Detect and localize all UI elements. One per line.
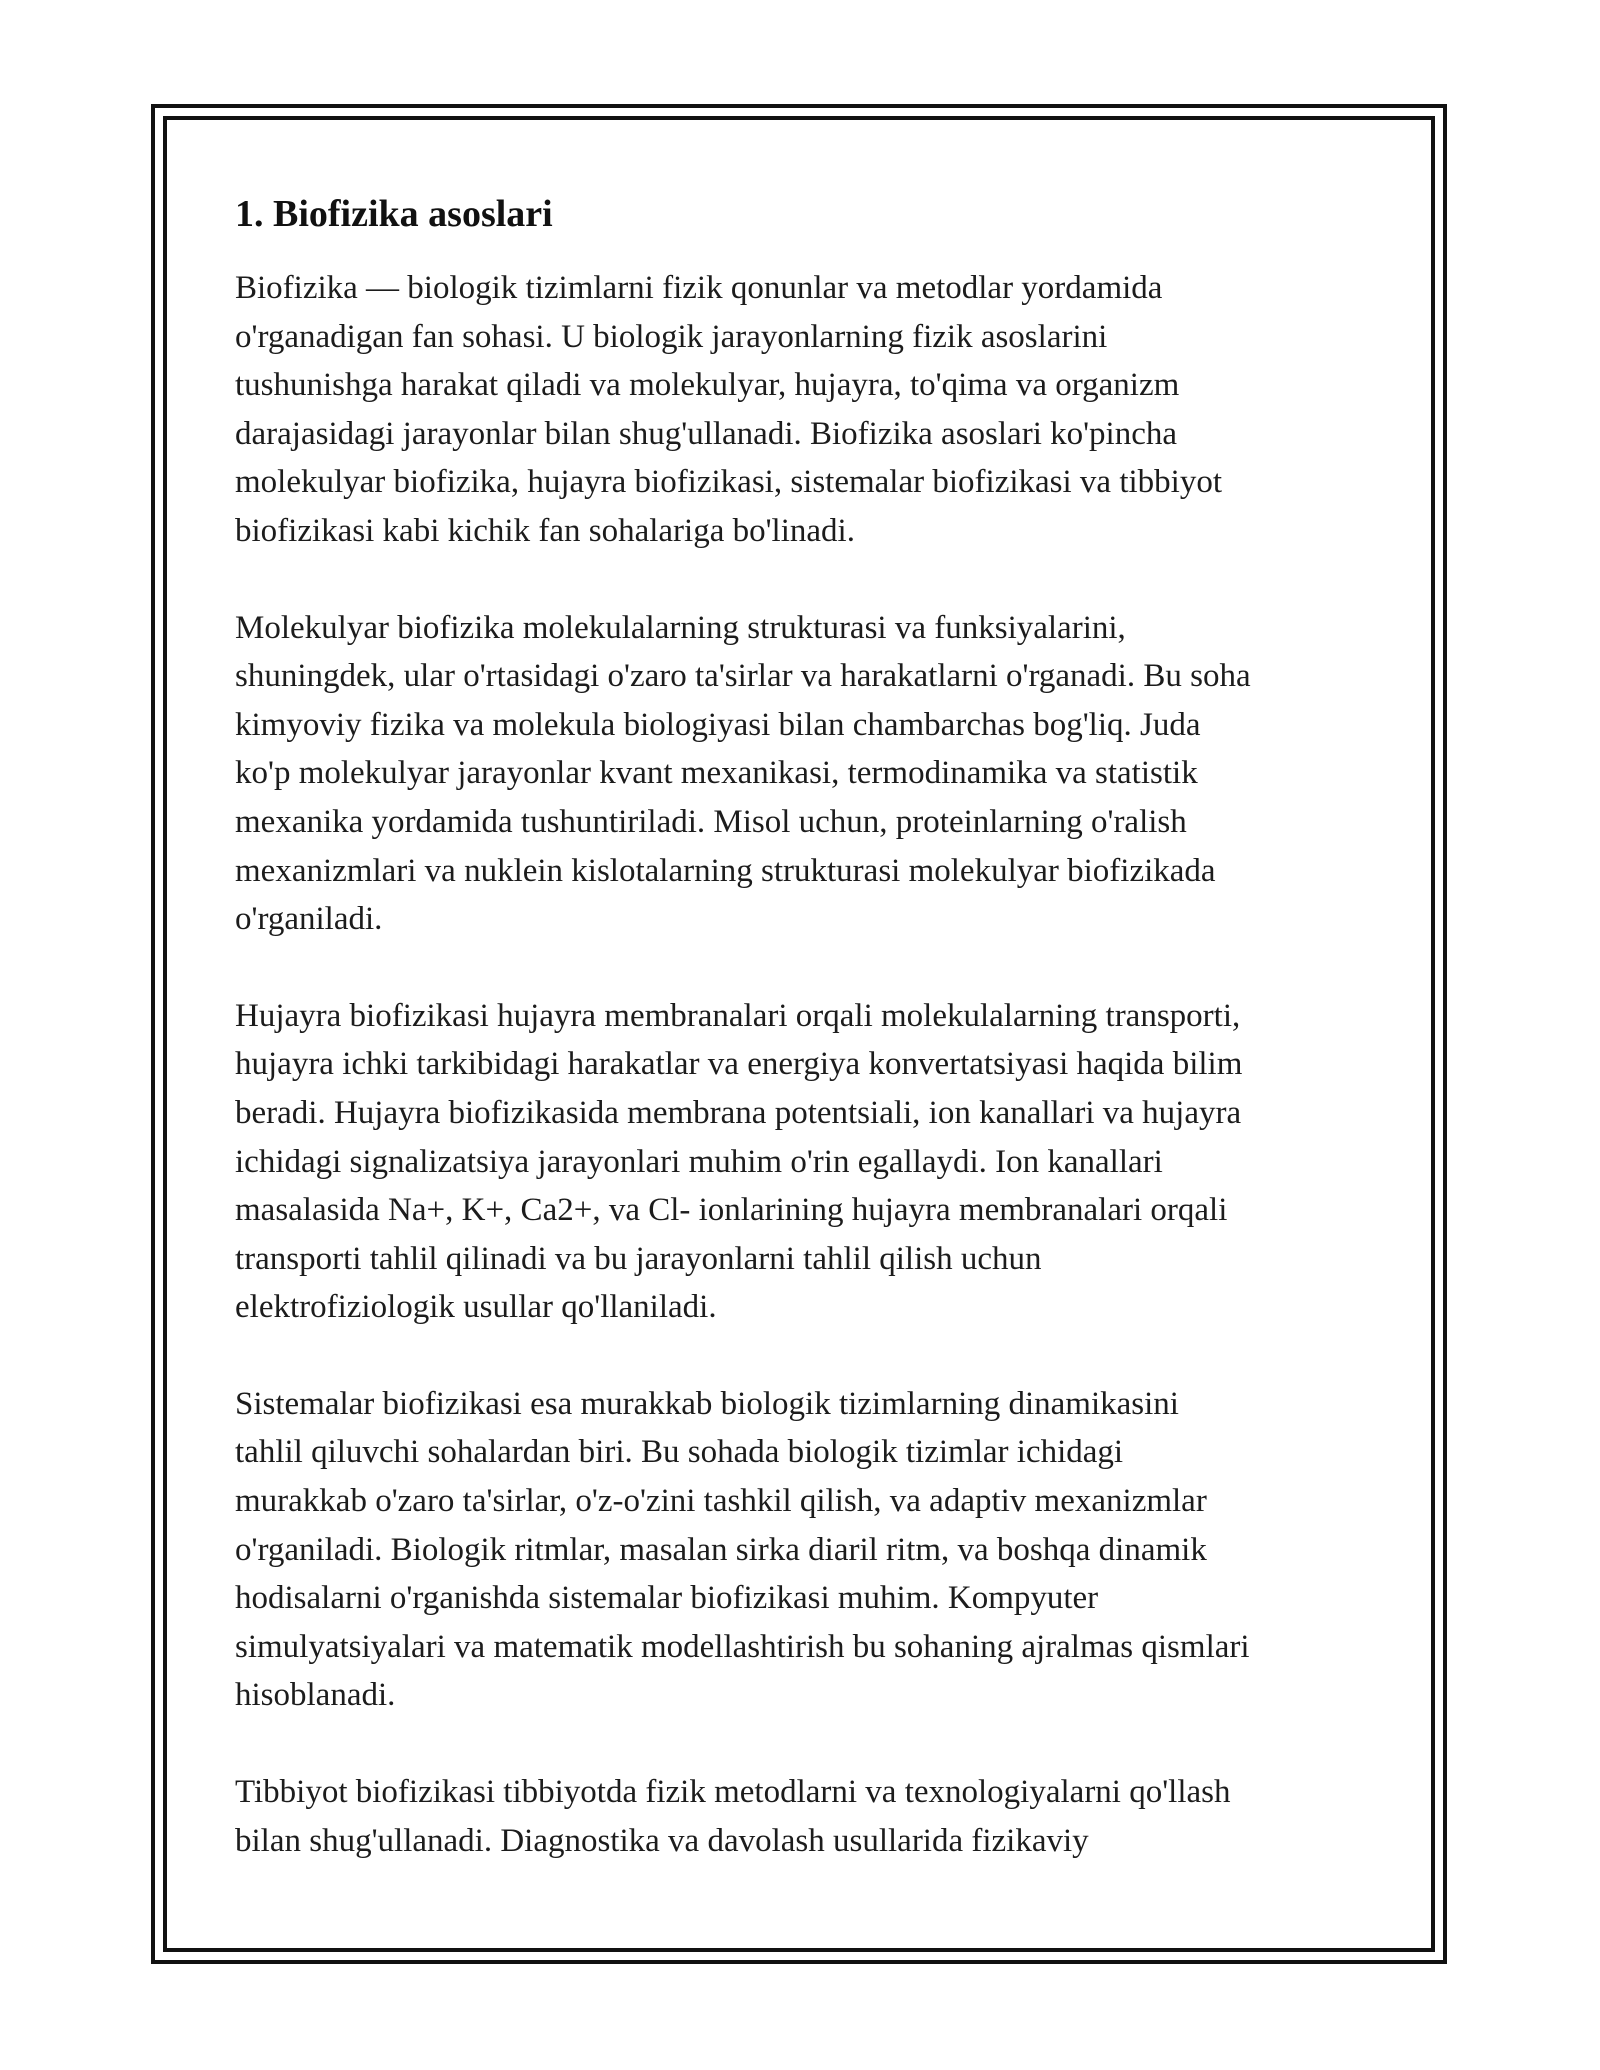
paragraph-molecular: Molekulyar biofizika molekulalarning strukturasi va funksiyalarini, shuningdek, ular o'rtasidagi o'zaro ta'sirlar va harakatlarni o'rganadi. Bu soha kimyoviy fizika va molekula biologiyasi bilan chambarchas bog'liq. Juda ko'p molekulyar jarayonlar kvant mexanikasi, termodinamika va statistik mexanika yordamida tushuntiriladi. Misol uchun, proteinlarning o'ralish mexanizmlari va nuklein kislotalarning strukturasi molekulyar biofizikada o'rganiladi. — [235, 609, 1251, 938]
paragraph-medical: Tibbiyot biofizikasi tibbiyotda fizik metodlarni va texnologiyalarni qo'llash bilan shug'ullanadi. Diagnostika va davolash usullarida fizikaviy — [235, 1774, 1231, 1859]
paragraph-systems: Sistemalar biofizikasi esa murakkab biologik tizimlarning dinamikasini tahlil qiluvchi sohalardan biri. Bu sohada biologik tizimlar ichidagi murakkab o'zaro ta'sirlar, o'z-o'zini tashkil qilish, va adaptiv mexanizmlar o'rganiladi. Biologik ritmlar, masalan sirka diaril ritm, va boshqa dinamik hodisalarni o'rganishda sistemalar biofizikasi muhim. Kompyuter simulyatsiyalari va matematik modellashtirish bu sohaning ajralmas qismlari hisoblanadi. — [235, 1385, 1250, 1714]
document-body — [235, 186, 1375, 1865]
paragraph-cell: Hujayra biofizikasi hujayra membranalari orqali molekulalarning transporti, hujayra ichki tarkibidagi harakatlar va energiya konvertatsiyasi haqida bilim beradi. Hujayra biofizikasida membrana potentsiali, ion kanallari va hujayra ichidagi signalizatsiya jarayonlari muhim o'rin egallaydi. Ion kanallari masalasida Na+, K+, Ca2+, va Cl- ionlarining hujayra membranalari orqali transporti tahlil qilinadi va bu jarayonlarni tahlil qilish uchun elektrofiziologik usullar qo'llaniladi. — [235, 997, 1243, 1326]
paragraph-intro: Biofizika — biologik tizimlarni fizik qonunlar va metodlar yordamida o'rganadigan fan sohasi. U biologik jarayonlarning fizik asoslarini tushunishga harakat qiladi va molekulyar, hujayra, to'qima va organizm darajasidagi jarayonlar bilan shug'ullanadi. Biofizika asoslari ko'pincha molekulyar biofizika, hujayra biofizikasi, sistemalar biofizikasi va tibbiyot biofizikasi kabi kichik fan sohalariga bo'linadi. — [235, 270, 1222, 549]
section-title: 1. Biofizika asoslari — [235, 193, 553, 235]
